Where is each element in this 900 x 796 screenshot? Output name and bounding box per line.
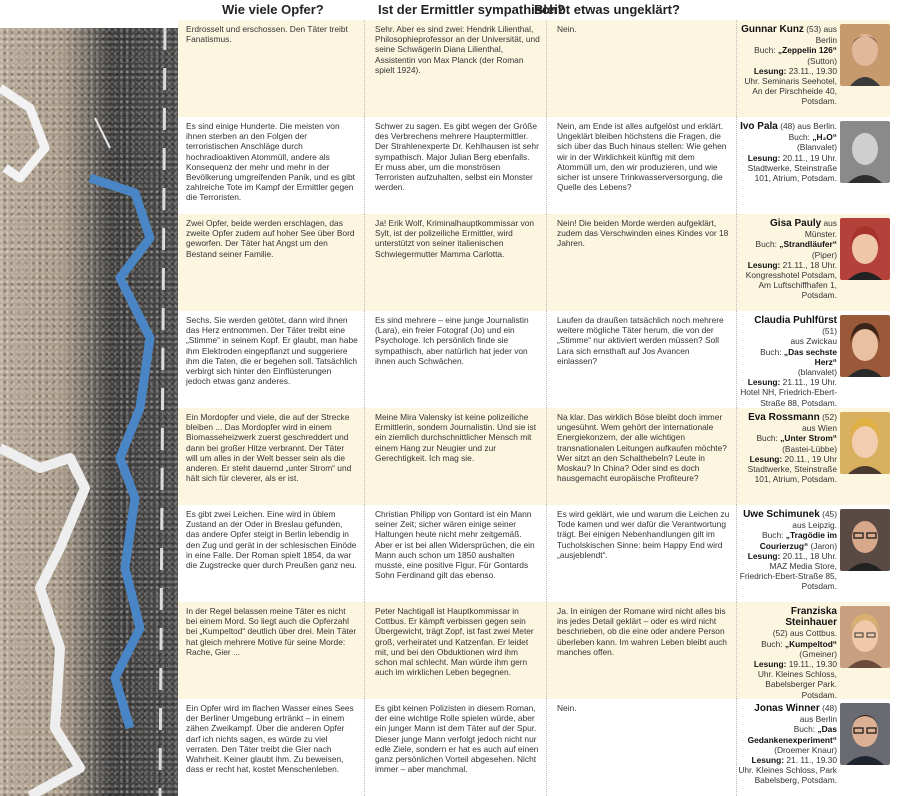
victims-cell: Erdrosselt und erschossen. Den Täter treibt Fanatismus.: [178, 20, 365, 117]
author-photo: [840, 412, 890, 474]
book-title: „Kumpeltod“: [784, 638, 837, 649]
victims-cell: Ein Opfer wird im flachen Wasser eines Sees der Berliner Umgebung ertränkt – in einem zähen Zweikampf. Über die anderen Opfer darf ich nichts sagen, es würde zu viel verraten. Den Täter treibt die Gier nach Wahrheit. Keiner glaubt ihm. Zu beweisen, dass er recht hat, kostet Menschenleben.: [178, 699, 365, 796]
unresolved-cell: Nein, am Ende ist alles aufgelöst und erklärt. Ungeklärt bleiben höchstens die Fragen, die sich über das Buch hinaus stellen: Wie gehen wir in der Wirklichkeit künftig mit dem Atommüll um, den wir produzieren, und wie sicher ist unsere Trinkwasserversorgung, die Quelle des Lebens?: [547, 117, 737, 214]
table-row: [178, 20, 890, 117]
reading-label: Lesung:: [751, 755, 785, 766]
author-origin: aus Leipzig.: [792, 520, 837, 531]
book-title: „Tragödie im Courierzug“: [759, 530, 837, 551]
author-name: Gunnar Kunz: [741, 24, 804, 35]
author-name: Franziska Steinhauer: [785, 606, 837, 629]
column-heading-victims: Wie viele Opfer?: [222, 2, 324, 17]
author-cell: [737, 117, 890, 214]
author-cell: [737, 602, 890, 699]
reading-details: 19.11., 19.30 Uhr. Kleines Schloss, Babelsberger Park. Potsdam.: [757, 659, 837, 699]
book-title: „H₂O“: [812, 132, 837, 143]
crime-scene-photo: [0, 28, 178, 796]
reading-details: 20.11., 18 Uhr. MAZ Media Store, Friedrich-Ebert-Straße 85, Potsdam.: [739, 550, 837, 592]
author-age: (51): [822, 326, 837, 337]
book-title: „Strandläufer“: [779, 239, 837, 250]
book-label: Buch:: [762, 530, 784, 541]
author-name: Gisa Pauly: [770, 218, 822, 229]
reading-label: Lesung:: [747, 152, 781, 163]
reading-label: Lesung:: [753, 659, 787, 670]
book-title: „Zeppelin 126“: [777, 45, 837, 56]
investigator-cell: Sehr. Aber es sind zwei: Hendrik Lilienthal, Philosophieprofessor an der Universität, und seine Schwägerin Diana Lilienthal, Assistentin von Max Planck (der Roman spielt 1924).: [365, 20, 547, 117]
book-label: Buch:: [754, 45, 776, 56]
table-row: [178, 699, 890, 796]
author-name: Uwe Schimunek: [743, 509, 820, 520]
author-photo: [840, 315, 890, 377]
author-origin: (52) aus Cottbus.: [772, 628, 837, 639]
reading-details: 21.11., 19 Uhr. Hotel NH, Friedrich-Ebert-Straße 88, Potsdam.: [740, 377, 837, 408]
book-title: „Das Gedankenexperiment“: [747, 724, 837, 745]
author-cell: [737, 311, 890, 408]
publisher: (Blanvalet): [796, 142, 837, 153]
unresolved-cell: Es wird geklärt, wie und warum die Leichen zu Tode kamen und wer dafür die Verantwortung trägt. Bei einigen Nebenhandlungen gilt im Tucholskischen Sinne: beim Happy End wird „ausjeblendt“.: [547, 505, 737, 602]
investigator-cell: Es gibt keinen Polizisten in diesem Roman, der eine wichtige Rolle spielen würde, aber ein junger Mann ist dem Täter auf der Spur. Dieser junge Mann verfolgt jedoch nicht nur edle Ziele, sondern er hat es auch auf einen ganz persönlichen Vorteil abgesehen. Nicht immer – aber manchmal.: [365, 699, 547, 796]
unresolved-cell: Laufen da draußen tatsächlich noch mehrere weitere mögliche Täter herum, die von der „Stimme“ nur aktiviert werden müssen? Soll Lara sich ernsthaft auf Jos Avancen einlassen?: [547, 311, 737, 408]
unresolved-cell: Na klar. Das wirklich Böse bleibt doch immer ungesühnt. Wem gehört der internationale Energiekonzern, der alle wichtigen transnationalen Leitungen aufkaufen möchte? Wer sitzt an den Schalthebeln? Leute in Moskau? In China? Oder sind es doch hausgemacht europäische Profiteure?: [547, 408, 737, 505]
unresolved-cell: Nein.: [547, 20, 737, 117]
author-name: Claudia Puhlfürst: [754, 315, 837, 326]
investigator-cell: Meine Mira Valensky ist keine polizeiliche Ermittlerin, sondern Journalistin. Und sie ist ein ziemlich durchschnittlicher Mensch mit einem Hang zur Neugier und zur Gerechtigkeit. Ich mag sie.: [365, 408, 547, 505]
author-age: (45): [822, 509, 837, 519]
book-label: Buch:: [756, 433, 778, 444]
author-name: Ivo Pala: [740, 121, 778, 132]
author-age: (52): [822, 412, 837, 422]
author-cell: [737, 214, 890, 311]
author-origin: aus Wien: [802, 423, 837, 434]
author-cell: [737, 699, 890, 796]
author-photo: [840, 218, 890, 280]
author-cell: [737, 20, 890, 117]
reading-label: Lesung:: [747, 377, 781, 388]
column-heading-unresolved: Bleibt etwas ungeklärt?: [534, 2, 680, 17]
publisher: (Bastei-Lübbe): [782, 443, 837, 454]
victims-cell: Ein Mordopfer und viele, die auf der Strecke bleiben ... Das Mordopfer wird in einem Biomasseheizwerk zuerst geschreddert und dann bei großer Hitze verbrannt. Der Täter will um alles in der Welt besser sein als die anderen. Er steht dauernd „unter Strom“ und hält sich für cleverer, als er ist.: [178, 408, 365, 505]
investigator-cell: Es sind mehrere – eine junge Journalistin (Lara), ein freier Fotograf (Jo) und ein Psychologe. Ich persönlich finde sie sympathisch, aber natürlich hat jeder von ihnen auch Schwächen.: [365, 311, 547, 408]
reading-details: 20.11., 19 Uhr. Stadtwerke, Steinstraße 101, Atrium, Potsdam.: [747, 152, 837, 184]
unresolved-cell: Ja. In einigen der Romane wird nicht alles bis ins jedes Detail geklärt – oder es wird nicht beschrieben, ob die eine oder andere Person überleben kann. Im wahren Leben bleibt auch manches offen.: [547, 602, 737, 699]
book-title: „Das sechste Herz“: [783, 346, 837, 367]
investigator-cell: Peter Nachtigall ist Hauptkommissar in Cottbus. Er kämpft verbissen gegen sein Übergewicht, trägt Zopf, ist fast zwei Meter groß, verheiratet und Katzenfan. Er leidet mit, und bei den Obduktionen wird ihm schon mal schlecht. Man würde ihm gern auch im wirklichen Leben begegnen.: [365, 602, 547, 699]
publisher: (Piper): [811, 249, 837, 260]
author-age: (48): [822, 703, 837, 713]
victims-cell: In der Regel belassen meine Täter es nicht bei einem Mord. So liegt auch die Opferzahl bei „Kumpeltod“ deutlich über drei. Mein Täter hat gleich mehrere Motive für seine Morde: Rache, Gier ...: [178, 602, 365, 699]
reading-label: Lesung:: [747, 259, 781, 270]
unresolved-cell: Nein! Die beiden Morde werden aufgeklärt, zudem das Verschwinden eines Kindes vor 18 Jahren.: [547, 214, 737, 311]
crime-novel-table: [178, 20, 890, 796]
table-row: [178, 117, 890, 214]
publisher: (Jaron): [810, 540, 837, 551]
reading-details: 23.11., 19.30 Uhr. Seminaris Seehotel, An der Pirschheide 40, Potsdam.: [744, 65, 837, 107]
investigator-cell: Schwer zu sagen. Es gibt wegen der Größe des Verbrechens mehrere Hauptermittler. Der Strahlenexperte Dr. Kehlhausen ist sehr sympathisch. Major Julian Berg ebenfalls. Er muss aber, um die monströsen Terroristen aufzuhalten, selbst ein Monster werden.: [365, 117, 547, 214]
table-row: [178, 214, 890, 311]
author-origin: Berlin: [815, 35, 837, 46]
author-cell: [737, 408, 890, 505]
book-label: Buch:: [761, 638, 783, 649]
investigator-cell: Ja! Erik Wolf, Kriminalhauptkommissar von Sylt, ist der polizeiliche Ermittler, wird unterstützt von seiner italienischen Schwiegermutter Mamma Carlotta.: [365, 214, 547, 311]
book-label: Buch:: [755, 239, 777, 250]
reading-label: Lesung:: [753, 65, 787, 76]
publisher: (blanvalet): [797, 367, 837, 378]
victims-cell: Sechs. Sie werden getötet, dann wird ihnen das Herz entnommen. Der Täter treibt eine „Stimme“ in seinem Kopf. Er glaubt, man habe ihm Elektroden eingepflanzt und suggeriere ihm die Taten, die er begehen soll. Tatsächlich verbirgt sich hinter den Einflüsterungen jedoch etwas ganz anderes.: [178, 311, 365, 408]
author-photo: [840, 703, 890, 765]
victims-cell: Es sind einige Hunderte. Die meisten von ihnen sterben an den Folgen der terroristischen Anschläge durch hochradioaktiven Atommüll, andere als Konsequenz der mehr und mehr in der Bevölkerung umgreifenden Panik, und es gibt zahlreiche Tote im Kampf der Ermittler gegen die Terroristen.: [178, 117, 365, 214]
table-row: [178, 311, 890, 408]
book-label: Buch:: [760, 346, 782, 357]
author-cell: [737, 505, 890, 602]
victims-cell: Zwei Opfer, beide werden erschlagen, das zweite Opfer zudem auf hoher See über Bord geworfen. Der Täter hat Angst um den Bestand seiner Familie.: [178, 214, 365, 311]
author-photo: [840, 24, 890, 86]
author-name: Jonas Winner: [754, 703, 820, 714]
author-origin: aus Zwickau: [790, 336, 837, 347]
publisher: (Sutton): [807, 55, 837, 66]
author-photo: [840, 606, 890, 668]
unresolved-cell: Nein.: [547, 699, 737, 796]
publisher: (Gmeiner): [799, 648, 837, 659]
author-photo: [840, 509, 890, 571]
publisher: (Droemer Knaur): [774, 744, 837, 755]
reading-label: Lesung:: [747, 550, 781, 561]
book-label: Buch:: [793, 724, 816, 735]
author-name: Eva Rossmann: [748, 412, 820, 423]
reading-details: 21.11., 18 Uhr. Kongresshotel Potsdam, Am Luftschiffhafen 1, Potsdam.: [745, 259, 837, 301]
book-label: Buch:: [788, 132, 810, 143]
table-row: [178, 408, 890, 505]
author-age: (53) aus: [806, 24, 837, 34]
book-title: „Unter Strom“: [780, 433, 837, 444]
reading-label: Lesung:: [749, 453, 783, 464]
victims-cell: Es gibt zwei Leichen. Eine wird in üblem Zustand an der Oder in Breslau gefunden, das andere Opfer steigt in Berlin lebendig in den Zug und gerät in der schlesischen Einöde in eine Falle. Der Roman spielt 1854, da war die Zugstrecke quer durch Preußen ganz neu.: [178, 505, 365, 602]
table-row: [178, 602, 890, 699]
table-row: [178, 505, 890, 602]
reading-details: 21. 11., 19.30 Uhr. Kleines Schloss, Park Babelsberg, Potsdam.: [738, 755, 837, 786]
reading-details: 20.11., 19 Uhr Stadtwerke, Steinstraße 101, Atrium, Potsdam.: [747, 453, 837, 485]
author-origin: aus Berlin: [799, 714, 837, 725]
author-photo: [840, 121, 890, 183]
column-heading-investigator: Ist der Ermittler sympathisch?: [378, 2, 566, 17]
author-age: (48) aus Berlin.: [780, 121, 837, 131]
investigator-cell: Christian Philipp von Gontard ist ein Mann seiner Zeit; sicher wären einige seiner Haltungen heute nicht mehr zeitgemäß. Aber er ist bei allen Widersprüchen, die ein Mann auch schon um 1850 aushalten musste, eine positive Figur. Für Gontards Sohn Ferdinand gilt das ebenso.: [365, 505, 547, 602]
author-age: aus Münster.: [804, 218, 837, 240]
